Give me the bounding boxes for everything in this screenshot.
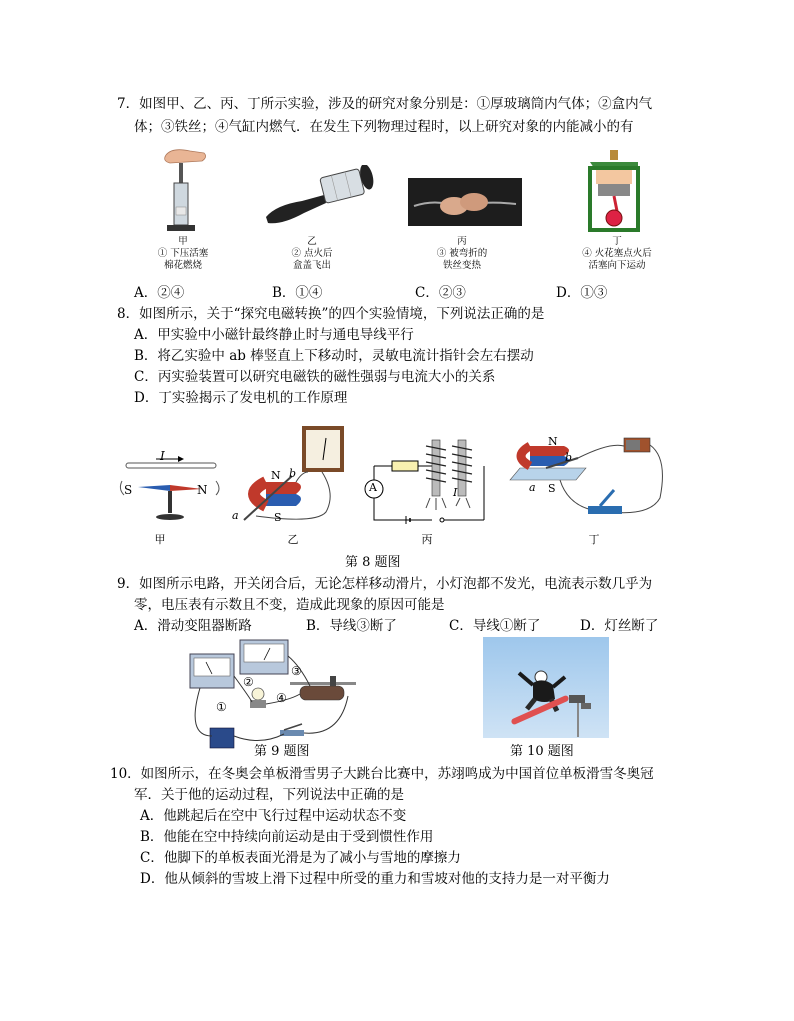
q7-fig-bing <box>408 178 522 226</box>
q7-fig-yi-desc2: 盒盖飞出 <box>292 260 331 271</box>
q7-stem-line2: 体；③铁丝；④气缸内燃气．在发生下列物理过程时，以上研究对象的内能减小的有 <box>134 119 634 135</box>
q7-option-a[interactable]: A．②④ <box>134 285 185 301</box>
q8-fig-bing-label: 丙 <box>421 533 433 546</box>
q8-figure-caption: 第 8 题图 <box>345 555 401 570</box>
q9-wire-4: ④ <box>276 691 287 705</box>
q9-option-c[interactable]: C．导线①断了 <box>449 618 541 634</box>
q8-jia-s: S <box>124 483 133 497</box>
q10-figure-caption: 第 10 题图 <box>510 744 574 759</box>
q8-ding-n: N <box>548 435 558 448</box>
q9-stem-line1: 9．如图所示电路，开关闭合后，无论怎样移动滑片，小灯泡都不发光，电流表示数几乎为 <box>117 576 653 592</box>
q7-option-b[interactable]: B．①④ <box>272 285 323 301</box>
q8-fig-ding-label: 丁 <box>588 533 600 546</box>
q8-ding-s: S <box>548 482 556 495</box>
q9-wire-2: ② <box>243 675 254 689</box>
q8-option-d[interactable]: D．丁实验揭示了发电机的工作原理 <box>134 390 348 406</box>
q7-option-c[interactable]: C．②③ <box>415 285 466 301</box>
q7-stem-line1: 7．如图甲、乙、丙、丁所示实验，涉及的研究对象分别是：①厚玻璃筒内气体；②盒内气 <box>117 96 653 112</box>
q10-option-d[interactable]: D．他从倾斜的雪坡上滑下过程中所受的重力和雪坡对他的支持力是一对平衡力 <box>140 871 610 887</box>
q9-option-d[interactable]: D．灯丝断了 <box>580 618 659 634</box>
q8-stem: 8．如图所示，关于“探究电磁转换”的四个实验情境，下列说法正确的是 <box>117 306 545 322</box>
q10-option-a[interactable]: A．他跳起后在空中飞行过程中运动状态不变 <box>140 808 407 824</box>
q8-fig-jia-label: 甲 <box>154 533 166 546</box>
q7-fig-bing-desc1: ③ 被弯折的 <box>436 248 488 259</box>
q8-bing-current: I <box>453 486 458 499</box>
q7-fig-bing-desc2: 铁丝变热 <box>442 260 481 271</box>
q7-fig-ding-desc1: ④ 火花塞点火后 <box>582 248 652 259</box>
q8-yi-n: N <box>271 469 281 482</box>
q7-fig-yi-name: 乙 <box>307 236 317 247</box>
q7-fig-jia-desc1: ① 下压活塞 <box>157 248 209 259</box>
q10-figure-photo <box>483 637 609 738</box>
q7-fig-bing-name: 丙 <box>457 236 467 247</box>
q10-option-b[interactable]: B．他能在空中持续向前运动是由于受到惯性作用 <box>140 829 434 845</box>
q7-fig-ding-desc2: 活塞向下运动 <box>588 260 646 271</box>
q7-fig-yi <box>262 165 377 227</box>
q7-fig-yi-desc1: ② 点火后 <box>291 248 333 259</box>
q10-option-c[interactable]: C．他脚下的单板表面光滑是为了减小与雪地的摩擦力 <box>140 850 461 866</box>
q9-option-a[interactable]: A．滑动变阻器断路 <box>134 618 252 634</box>
q9-option-b[interactable]: B．导线③断了 <box>306 618 397 634</box>
q8-jia-n: N <box>197 483 208 497</box>
q9-figure-caption: 第 9 题图 <box>254 744 310 759</box>
q9-wire-3: ③ <box>291 664 302 678</box>
q7-fig-jia-name: 甲 <box>178 236 188 247</box>
q10-stem-line1: 10．如图所示，在冬奥会单板滑雪男子大跳台比赛中，苏翊鸣成为中国首位单板滑雪冬奥冠 <box>110 766 654 782</box>
q8-ding-a: a <box>529 481 536 494</box>
q8-yi-s: S <box>274 511 282 524</box>
q7-fig-ding <box>582 148 646 236</box>
q7-fig-jia-desc2: 棉花燃烧 <box>163 260 202 271</box>
q10-stem-line2: 军．关于他的运动过程，下列说法中正确的是 <box>134 787 404 803</box>
q7-fig-jia <box>152 145 212 237</box>
q9-wire-1: ① <box>216 700 227 714</box>
q8-ammeter-label: A <box>369 481 377 494</box>
q9-stem-line2: 零，电压表有示数且不变，造成此现象的原因可能是 <box>134 597 445 613</box>
q8-yi-b: b <box>289 467 297 480</box>
q8-option-a[interactable]: A．甲实验中小磁针最终静止时与通电导线平行 <box>134 327 414 343</box>
q8-label-current: I <box>160 449 165 463</box>
q8-fig-ding <box>500 428 670 528</box>
q8-ding-b: b <box>565 451 573 464</box>
q7-fig-ding-name: 丁 <box>612 236 622 247</box>
q8-yi-a: a <box>232 509 239 522</box>
q7-option-d[interactable]: D．①③ <box>556 285 608 301</box>
q8-fig-jia <box>116 445 226 525</box>
q8-fig-yi-label: 乙 <box>287 533 299 546</box>
q8-option-b[interactable]: B．将乙实验中 ab 棒竖直上下移动时，灵敏电流计指针会左右摆动 <box>134 348 534 364</box>
q9-figure <box>180 636 360 754</box>
q8-option-c[interactable]: C．丙实验装置可以研究电磁铁的磁性强弱与电流大小的关系 <box>134 369 496 385</box>
